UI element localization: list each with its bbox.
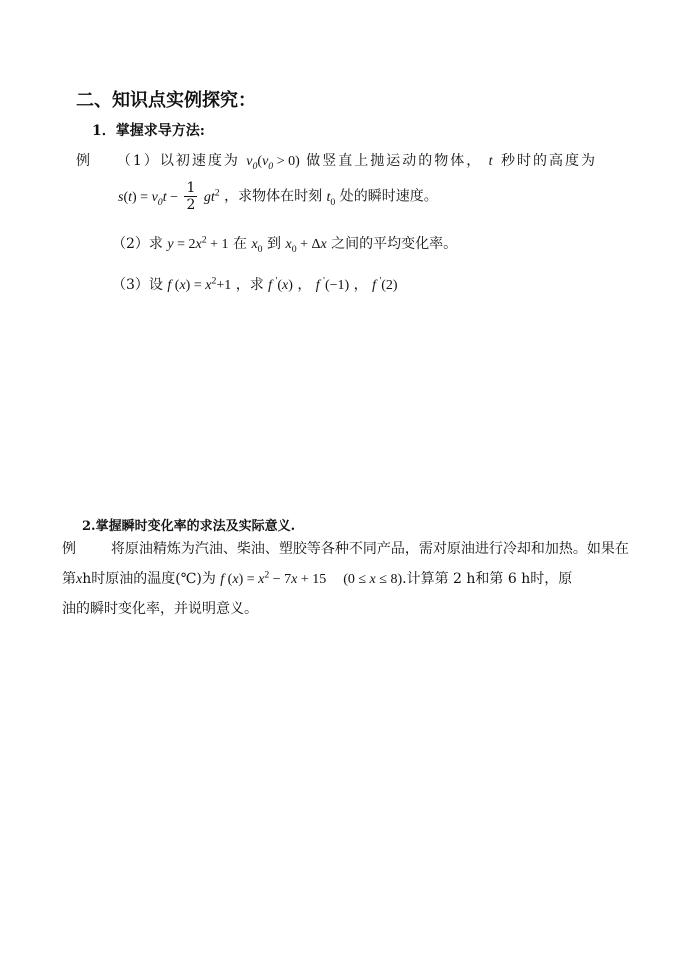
q2-label: （2）求: [112, 236, 163, 252]
part2-range: (0 ≤ x ≤ 8): [343, 572, 403, 587]
q2-formula: $y = 2x^2 + 1$: [167, 234, 229, 252]
part2-line3: 油的瞬时变化率，并说明意义。: [62, 601, 258, 617]
part1-heading: 1．掌握求导方法:: [92, 123, 205, 139]
q3-sep2: ，: [353, 277, 368, 293]
q1-formula-line: [118, 180, 438, 213]
q1-line: [76, 150, 597, 170]
q1-ask: ，求物体在时刻: [224, 188, 323, 205]
q1-formula: $s(t) = v_0t$ −: [118, 189, 178, 208]
part2-line2: [62, 568, 572, 588]
q3-sep1: ，: [297, 277, 312, 293]
q1-fraction: [184, 180, 197, 213]
part2-text2c: .计算第 2 h和第 6 h时，原: [402, 571, 573, 587]
q1-ask-end: 处的瞬时速度。: [339, 188, 438, 205]
q2-x0dx: $x_0 + \Delta x$: [285, 237, 327, 255]
q1-formula-right: $gt^2$: [203, 186, 220, 205]
q2-mid2: 到: [267, 236, 282, 252]
q1-mid: 做竖直上抛运动的物体，: [306, 153, 483, 169]
q3-line: [112, 274, 398, 294]
part2-x: x: [76, 572, 83, 587]
q1-t0: $t_0$: [326, 189, 336, 208]
q1-end: 秒时的高度为: [501, 153, 598, 169]
q3-formula: f $(x) = x^2+1$: [167, 275, 232, 293]
q3-derivative-x: f '(x): [268, 275, 293, 293]
part2-text2a: 第: [62, 571, 76, 587]
q2-end: 之间的平均变化率。: [331, 236, 458, 252]
q3-mid: ，求: [235, 277, 264, 293]
part2-line1: [62, 538, 629, 558]
part2-text1: 将原油精炼为汽油、柴油、塑胶等各种不同产品，需对原油进行冷却和加热。如果在: [110, 541, 629, 557]
q1-v0: $v_0(v_0 > 0)$: [246, 154, 300, 172]
q2-mid1: 在: [232, 236, 247, 252]
example-label-1: 例: [76, 153, 92, 169]
part2-text2b: h时原油的温度(℃)为: [82, 571, 216, 587]
part2-heading: 2.掌握瞬时变化率的求法及实际意义.: [82, 519, 296, 534]
q1-intro: （1）以初速度为: [116, 153, 240, 169]
fraction-numerator: 1: [186, 180, 196, 196]
section-heading: 二、知识点实例探究：: [76, 90, 256, 111]
fraction-denominator: 2: [186, 197, 196, 213]
q1-t: t: [488, 154, 495, 169]
q2-line: [112, 233, 457, 253]
q3-derivative-neg1: f '(−1): [315, 275, 350, 293]
example-label-2: 例: [62, 541, 76, 557]
part2-formula: f $(x) = x^2 - 7x + 15$: [220, 569, 327, 587]
q3-derivative-2: f '(2): [372, 275, 398, 293]
q3-label: （3）设: [112, 277, 163, 293]
q2-x0: $x_0$: [251, 237, 263, 255]
